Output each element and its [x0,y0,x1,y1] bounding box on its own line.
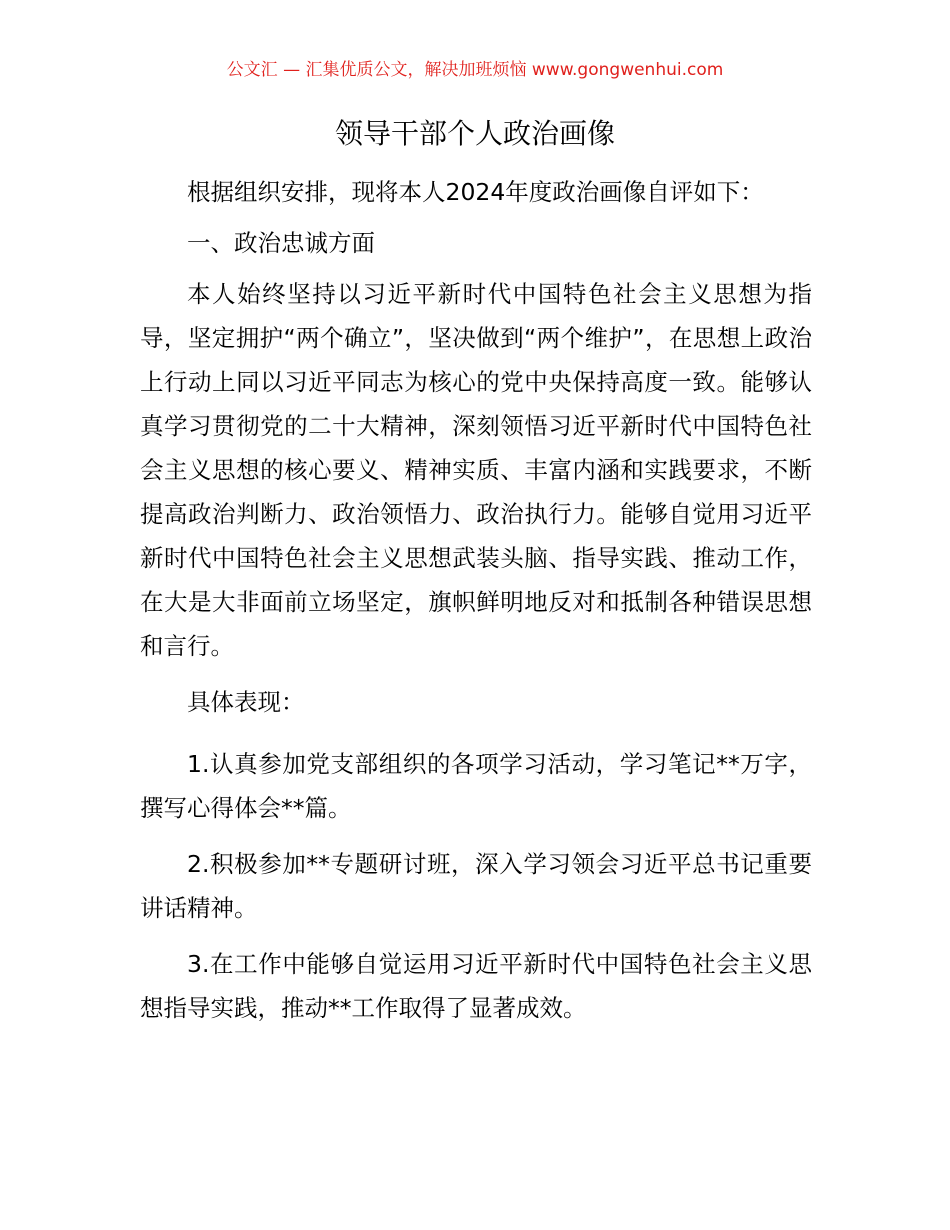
list-item: 2.积极参加**专题研讨班，深入学习领会习近平总书记重要讲话精神。 [140,850,812,922]
document-title: 领导干部个人政治画像 [334,117,615,150]
watermark-header: 公文汇 — 汇集优质公文，解决加班烦恼 www.gongwenhui.com [226,60,724,80]
section-heading: 一、政治忠诚方面 [187,229,375,257]
body-paragraph: 本人始终坚持以习近平新时代中国特色社会主义思想为指导，坚定拥护“两个确立”，坚决做到“两个维护”，在思想上政治上行动上同以习近平同志为核心的党中央保持高度一致。能够认真学习贯彻党的二十大精神，深刻领悟习近平新时代中国特色社会主义思想的核心要义、精神实质、丰富内涵和实践要求，不断提高政治判断力、政治领悟力、政治执行力。能够自觉用习近平新时代中国特色社会主义思想武装头脑、指导实践、推动工作，在大是大非面前立场坚定，旗帜鲜明地反对和抵制各种错误思想和言行。 [140,280,812,660]
performance-label: 具体表现： [187,688,305,716]
intro-paragraph: 根据组织安排，现将本人2024年度政治画像自评如下： [187,178,764,206]
document-body [140,170,812,1030]
list-item: 3.在工作中能够自觉运用习近平新时代中国特色社会主义思想指导实践，推动**工作取得了显著成效。 [140,950,812,1022]
list-item: 1.认真参加党支部组织的各项学习活动，学习笔记**万字，撰写心得体会**篇。 [140,750,812,822]
